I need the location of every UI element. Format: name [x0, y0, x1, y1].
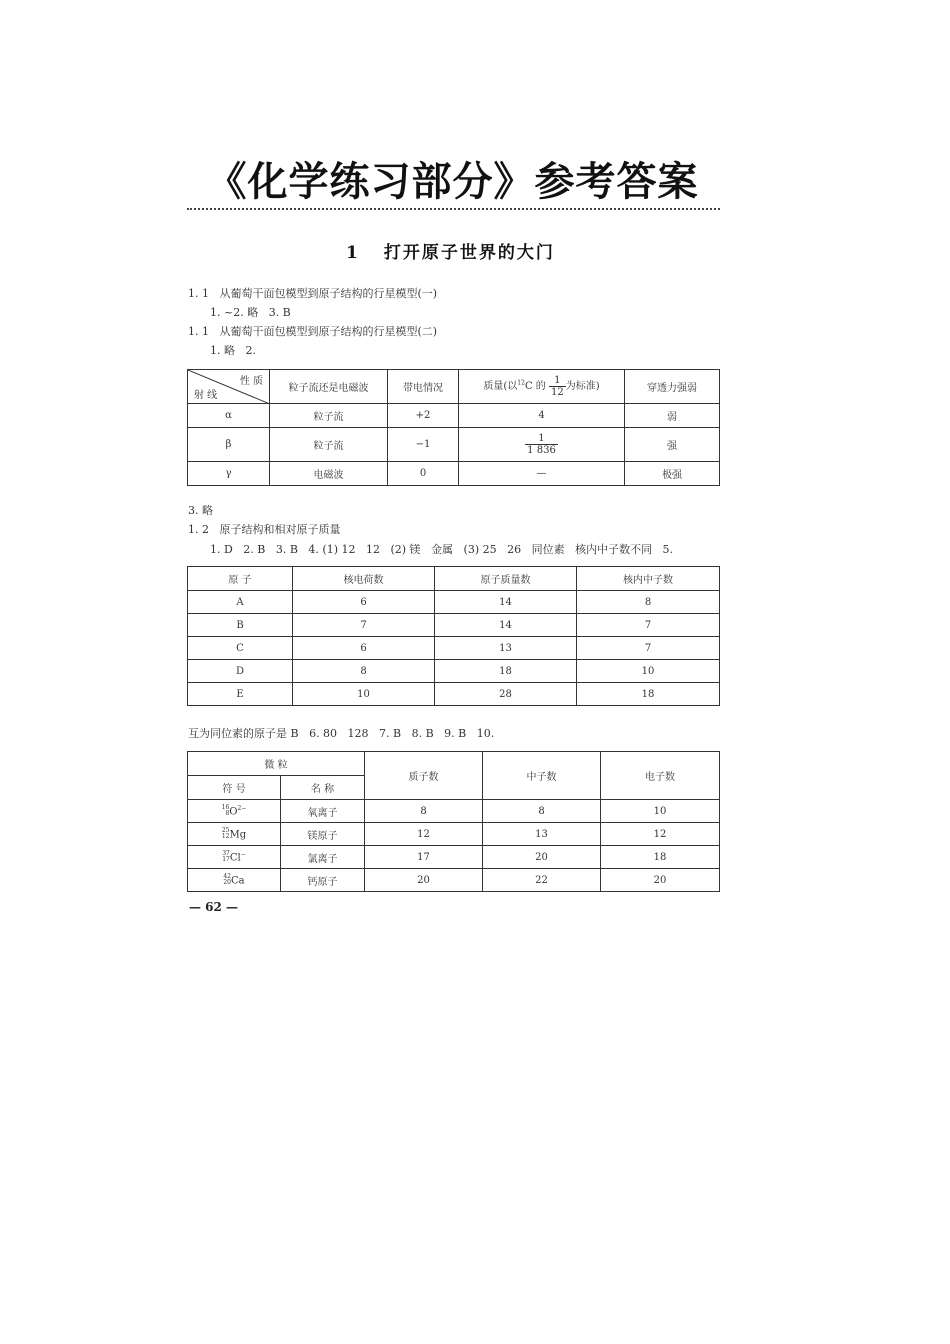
table-row: β 粒子流 −1 $\frac{1}{1 836}$ 强	[188, 428, 720, 462]
section-heading: 1. 2 原子结构和相对原子质量	[188, 523, 341, 536]
table-row: A 6 14 8	[188, 591, 720, 614]
column-header: 穿透力强弱	[625, 370, 720, 404]
table-row: D 8 18 10	[188, 660, 720, 683]
nuclide-symbol: 16 $8O^{2-}$	[188, 800, 281, 823]
table-row: C 6 13 7	[188, 637, 720, 660]
column-header: 核内中子数	[577, 567, 720, 591]
column-header: 电子数	[601, 752, 720, 800]
table-row: 37 17Cl− 氯离子 17 20 18	[188, 846, 720, 869]
sub-header: 名 称	[281, 776, 365, 800]
answer-line: 互为同位素的原子是 B 6. 80 128 7. B 8. B 9. B 10.	[188, 727, 495, 740]
chapter-title: 打开原子世界的大门	[383, 243, 555, 263]
title-divider	[187, 208, 720, 210]
answer-line: 1. D 2. B 3. B 4. (1) 12 12 (2) 镁 金属 (3) 25 26 同位素 核内中子数不同 5.	[210, 543, 674, 556]
table-row: 25 12Mg 镁原子 12 13 12	[188, 823, 720, 846]
answer-line: 1. ~2. 略 3. B	[210, 306, 291, 319]
nuclide-symbol: 37 17Cl−	[188, 846, 281, 869]
page-number: — 62 —	[189, 900, 239, 914]
sub-header: 符 号	[188, 776, 281, 800]
section-heading: 1. 1 从葡萄干面包模型到原子结构的行星模型(二)	[188, 325, 438, 338]
column-header: 原 子	[188, 567, 293, 591]
column-header: 粒子流还是电磁波	[270, 370, 388, 404]
group-header: 微 粒	[188, 752, 365, 776]
page-title: 《化学练习部分》参考答案	[206, 158, 699, 205]
table-row: 42 20Ca 钙原子 20 22 20	[188, 869, 720, 892]
table-row: E 10 28 18	[188, 683, 720, 706]
table-row: α 粒子流 +2 4 弱	[188, 404, 720, 428]
column-header: 核电荷数	[293, 567, 435, 591]
answer-line: 1. 略 2.	[210, 344, 256, 357]
column-header-mass: 质量(以$^{12}$C 的 $\frac{1}{12}$ 为标准)	[459, 370, 625, 404]
column-header: 质子数	[365, 752, 483, 800]
table-row: B 7 14 7	[188, 614, 720, 637]
fraction: $\frac{1}{1 836}$	[527, 433, 556, 456]
table-row: γ 电磁波 0 — 极强	[188, 462, 720, 486]
nuclide-symbol: 25 12Mg	[188, 823, 281, 846]
table-row: 16 $8O^{2-}$ 氧离子 8 8 10	[188, 800, 720, 823]
column-header: 中子数	[483, 752, 601, 800]
diagonal-header-cell: 性 质 射 线	[188, 370, 270, 404]
chapter-heading	[346, 238, 555, 263]
particles-table	[187, 751, 720, 892]
answer-line: 3. 略	[188, 504, 213, 517]
column-header: 原子质量数	[435, 567, 577, 591]
atoms-table	[187, 566, 720, 706]
fraction: $\frac{1}{12}$	[550, 375, 564, 398]
column-header: 带电情况	[388, 370, 459, 404]
chapter-number: 1	[346, 243, 360, 263]
rays-table	[187, 369, 720, 486]
section-heading: 1. 1 从葡萄干面包模型到原子结构的行星模型(一)	[188, 287, 438, 300]
nuclide-symbol: 42 20Ca	[188, 869, 281, 892]
